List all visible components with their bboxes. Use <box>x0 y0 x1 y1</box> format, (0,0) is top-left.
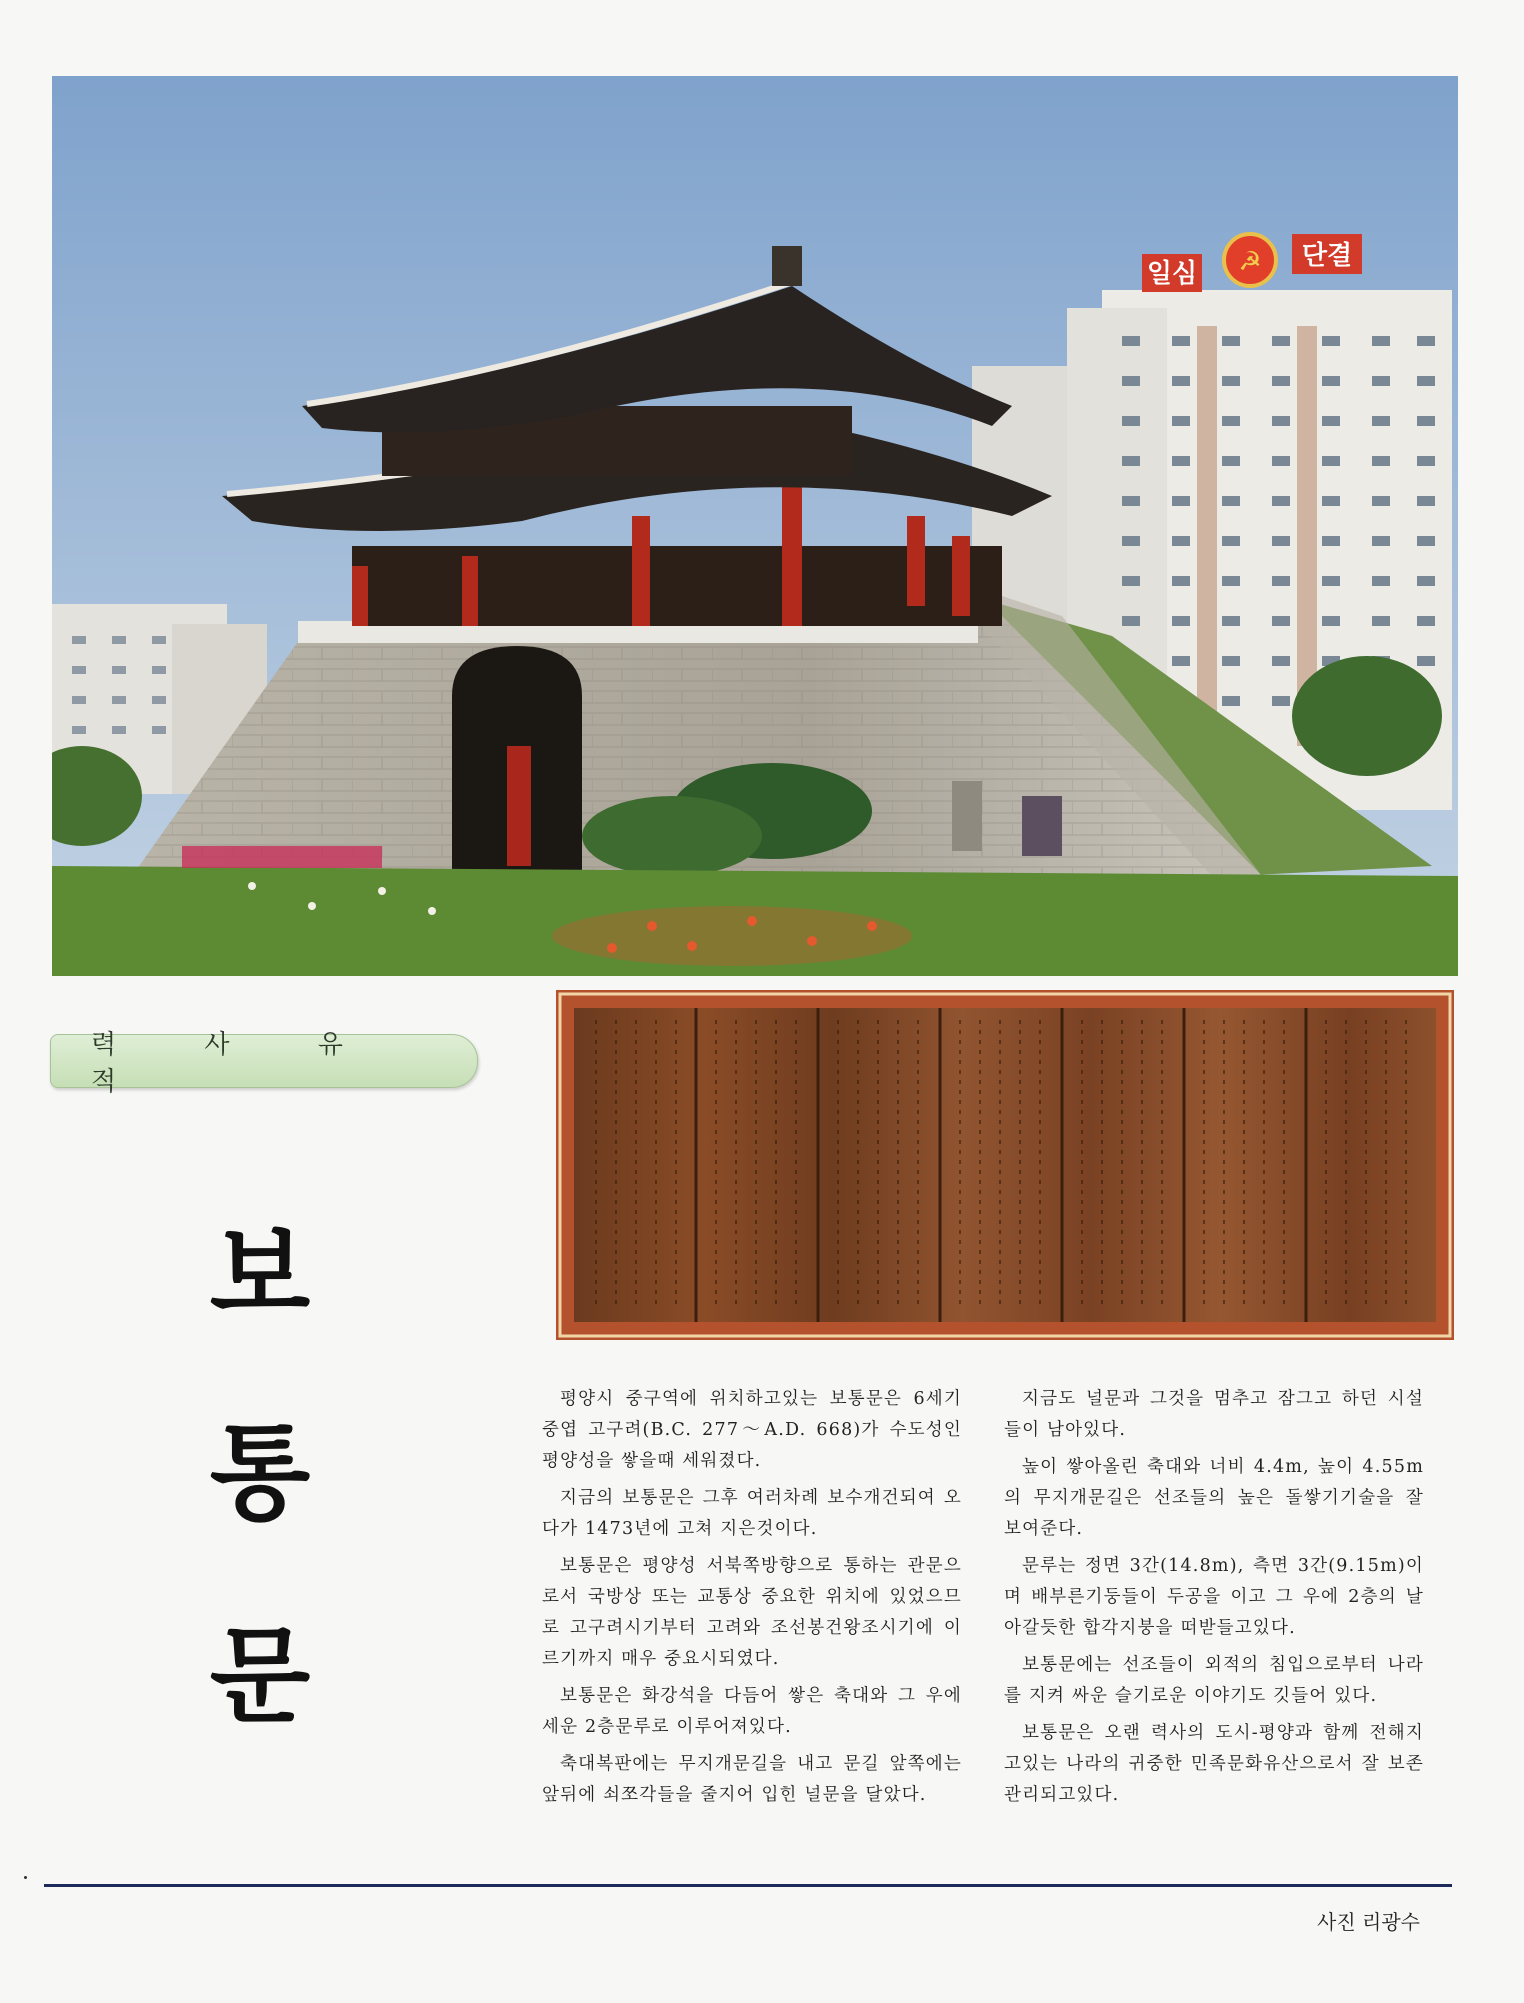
paragraph: 보통문은 오랜 력사의 도시-평양과 함께 전해지고있는 나라의 귀중한 민족문화유산으로서 잘 보존관리되고있다. <box>1004 1723 1424 1805</box>
footer-divider <box>44 1884 1452 1887</box>
title-char-3: 문 <box>209 1615 311 1737</box>
svg-text:☭: ☭ <box>1238 247 1262 277</box>
title-char-1: 보 <box>209 1213 311 1335</box>
svg-text:일심: 일심 <box>1146 259 1198 289</box>
arched-gateway <box>452 646 582 876</box>
body-text-left-column <box>542 1384 962 1817</box>
paragraph: 문루는 정면 3간(14.8m), 측면 3간(9.15m)이며 배부른기둥들이 두공을 이고 그 우에 2층의 날아갈듯한 합각지붕을 떠받들고있다. <box>1004 1556 1424 1638</box>
wooden-inscription-tablet <box>556 990 1454 1340</box>
paragraph: 보통문은 평양성 서북쪽방향으로 통하는 관문으로서 국방상 또는 교통상 중요한 위치에 있었으므로 고구려시기부터 고려와 조선봉건왕조시기에 이르기까지 매우 중요시되였다. <box>542 1556 962 1669</box>
paragraph: 지금의 보통문은 그후 여러차례 보수개건되여 오다가 1473년에 고쳐 지은것이다. <box>542 1488 962 1539</box>
paragraph: 지금도 널문과 그것을 멈추고 잠그고 하던 시설들이 남아있다. <box>1004 1389 1424 1440</box>
main-photo-bothong-gate <box>52 76 1458 976</box>
category-banner <box>50 1030 478 1097</box>
body-text-right-column <box>1004 1384 1424 1817</box>
photo-credit: 사진 리광수 <box>1317 1910 1420 1934</box>
paragraph: 보통문은 화강석을 다듬어 쌓은 축대와 그 우에 세운 2층문루로 이루어져있다. <box>542 1686 962 1737</box>
category-label: 력 사 유 적 <box>91 1030 383 1097</box>
svg-text:단결: 단결 <box>1301 241 1353 271</box>
paragraph: 높이 쌓아올린 축대와 너비 4.4m, 높이 4.55m의 무지개문길은 선조들의 높은 돌쌓기기술을 잘 보여준다. <box>1004 1457 1424 1539</box>
paragraph: 보통문에는 선조들이 외적의 침입으로부터 나라를 지켜 싸운 슬기로운 이야기도 깃들어 있다. <box>1004 1655 1424 1706</box>
paragraph: 축대복판에는 무지개문길을 내고 문길 앞쪽에는 앞뒤에 쇠쪼각들을 줄지어 입힌 널문을 달았다. <box>542 1754 962 1805</box>
paragraph: 평양시 중구역에 위치하고있는 보통문은 6세기 중엽 고구려(B.C. 277～A.D. 668)가 수도성인 평양성을 쌓을때 세워졌다. <box>542 1389 962 1471</box>
margin-dot <box>24 1876 27 1879</box>
title-char-2: 통 <box>209 1412 311 1534</box>
